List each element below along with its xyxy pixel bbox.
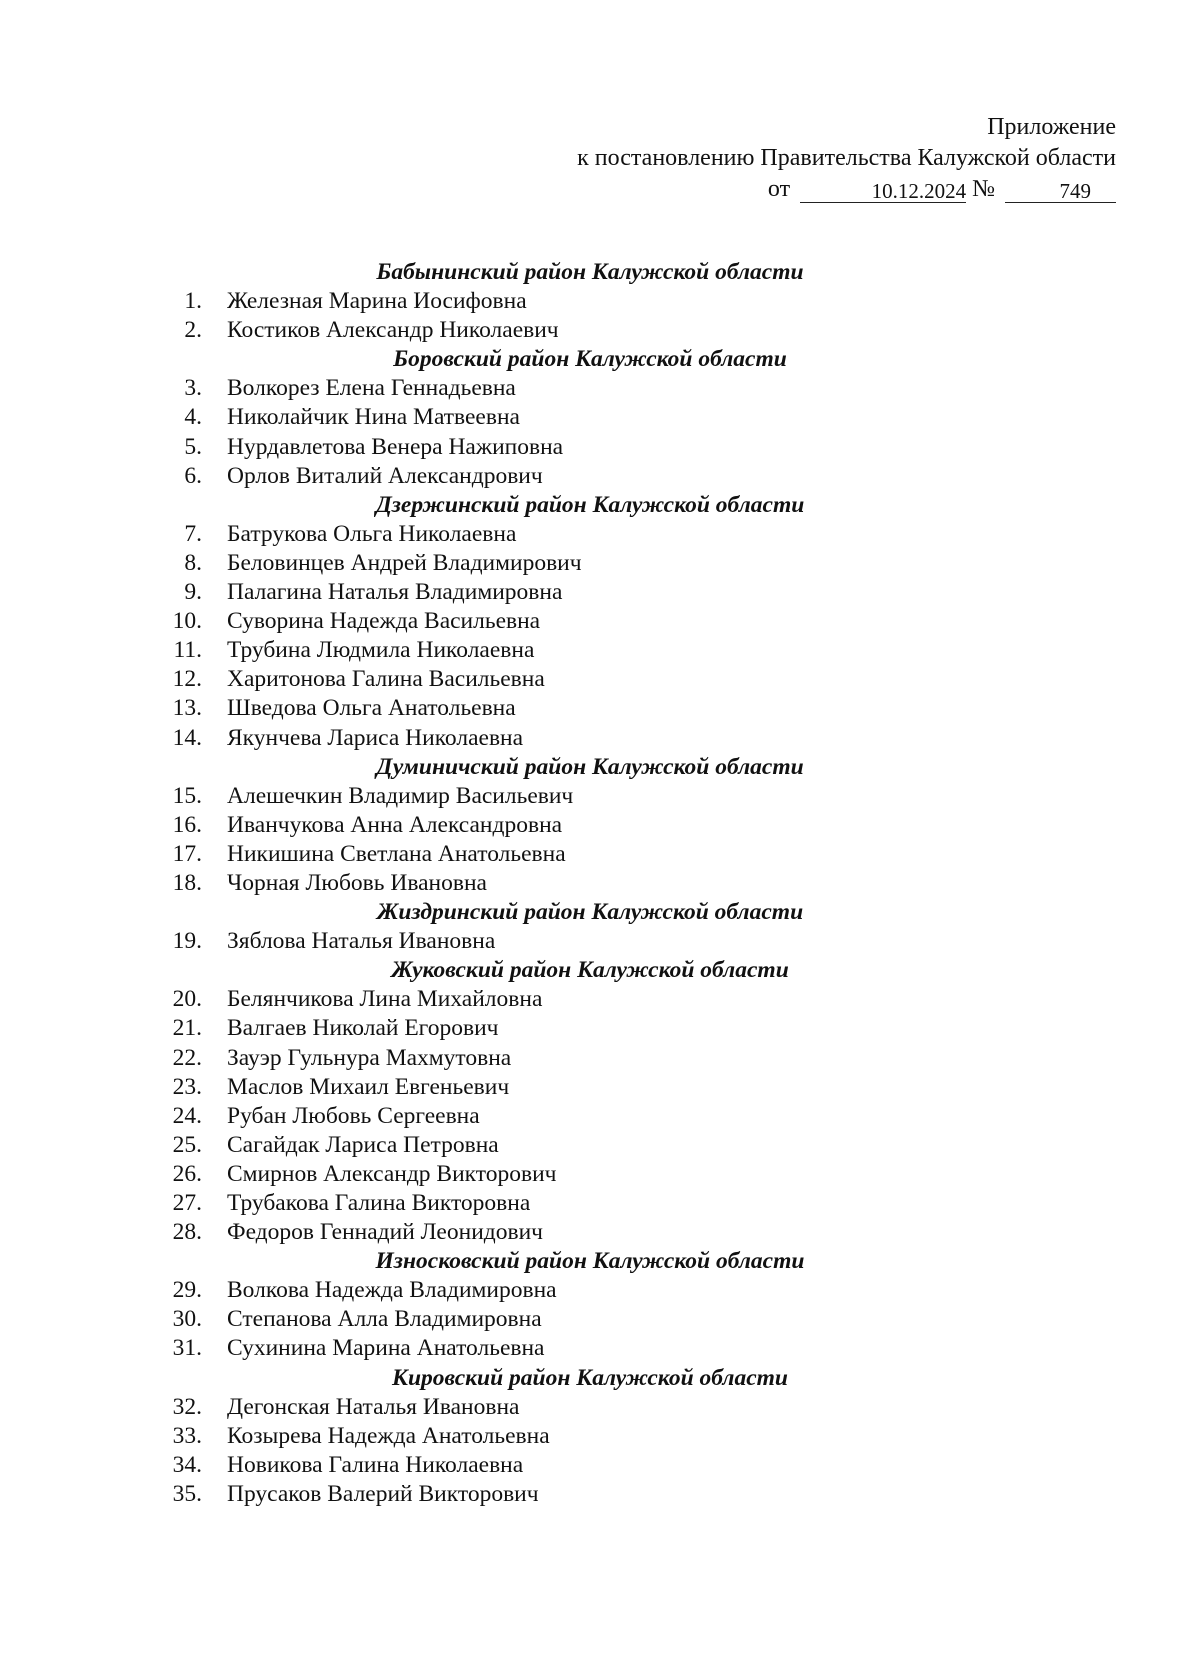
appendix-title: Приложение [987, 114, 1116, 140]
item-number: 21. [172, 1015, 202, 1042]
list-item [150, 578, 1050, 607]
item-number: 33. [172, 1422, 202, 1449]
person-name: Маслов Михаил Евгеньевич [227, 1073, 510, 1100]
person-name: Якунчева Лариса Николаевна [227, 724, 524, 751]
list-item [150, 1131, 1050, 1160]
list-item [150, 374, 1050, 403]
person-name: Рубан Любовь Сергеевна [227, 1102, 480, 1129]
list-item [150, 840, 1050, 869]
date-value: 10.12.2024 [871, 179, 967, 203]
item-number: 34. [172, 1451, 202, 1478]
list-item [150, 694, 1050, 723]
list-item [150, 782, 1050, 811]
number-field [1005, 180, 1116, 203]
item-number: 17. [172, 840, 202, 867]
item-number: 22. [172, 1044, 202, 1071]
person-name: Волкорез Елена Геннадьевна [227, 375, 516, 402]
person-name: Сагайдак Лариса Петровна [227, 1131, 499, 1158]
appendix-header [577, 112, 1116, 205]
list-item [150, 403, 1050, 432]
list-item [150, 1160, 1050, 1189]
district-heading: Жиздринский район Калужской области [376, 899, 804, 926]
person-name: Алешечкин Владимир Васильевич [227, 782, 574, 809]
list-item [150, 1218, 1050, 1247]
list-item [150, 665, 1050, 694]
list-item [150, 607, 1050, 636]
item-number: 10. [172, 608, 202, 635]
person-name: Шведова Ольга Анатольевна [227, 695, 516, 722]
list-item [150, 927, 1050, 956]
item-number: 35. [172, 1480, 202, 1507]
list-item [150, 1480, 1050, 1509]
person-name: Никишина Светлана Анатольевна [227, 840, 566, 867]
district-heading: Бабынинский район Калужской области [376, 259, 804, 285]
list-item [150, 1014, 1050, 1043]
item-number: 4. [184, 404, 202, 431]
person-name: Костиков Александр Николаевич [227, 317, 559, 344]
district-heading: Боровский район Калужской области [393, 346, 787, 373]
item-number: 26. [172, 1160, 202, 1187]
district-heading: Кировский район Калужской области [392, 1364, 788, 1391]
appendix-subtitle: к постановлению Правительства Калужской области [577, 145, 1116, 171]
person-name: Нурдавлетова Венера Нажиповна [227, 433, 564, 460]
district-heading: Дзержинский район Калужской области [375, 491, 805, 518]
person-name: Николайчик Нина Матвеевна [227, 404, 520, 431]
date-field [800, 180, 966, 203]
list-item [150, 287, 1050, 316]
item-number: 25. [172, 1131, 202, 1158]
list-item [150, 811, 1050, 840]
district-heading: Износковский район Калужской области [375, 1248, 805, 1275]
person-name: Трубина Людмила Николаевна [227, 637, 535, 664]
person-name: Батрукова Ольга Николаевна [227, 520, 517, 547]
list-item [150, 549, 1050, 578]
item-number: 32. [172, 1393, 202, 1420]
list-item [150, 433, 1050, 462]
list-item [150, 1422, 1050, 1451]
number-label: № [972, 176, 995, 202]
person-name: Зяблова Наталья Ивановна [227, 928, 496, 955]
list-item [150, 636, 1050, 665]
person-name: Трубакова Галина Викторовна [227, 1190, 531, 1216]
item-number: 9. [184, 579, 202, 606]
item-number: 13. [172, 695, 202, 722]
item-number: 7. [184, 520, 202, 547]
list-item [150, 520, 1050, 549]
person-name: Козырева Надежда Анатольевна [227, 1422, 550, 1449]
list-item [150, 1276, 1050, 1305]
date-label: от [767, 176, 791, 202]
item-number: 30. [172, 1306, 202, 1333]
item-number: 3. [184, 375, 202, 402]
person-name: Федоров Геннадий Леонидович [227, 1219, 543, 1246]
list-item [150, 1102, 1050, 1131]
item-number: 18. [172, 869, 202, 896]
item-number: 31. [172, 1335, 202, 1362]
list-item [150, 1305, 1050, 1334]
person-name: Иванчукова Анна Александровна [227, 811, 563, 838]
person-name: Орлов Виталий Александрович [227, 462, 543, 489]
person-name: Зауэр Гульнура Махмутовна [227, 1044, 512, 1071]
item-number: 16. [172, 811, 202, 838]
person-name: Белянчикова Лина Михайловна [227, 986, 543, 1013]
list-item [150, 1073, 1050, 1102]
person-name: Дегонская Наталья Ивановна [227, 1393, 520, 1420]
decree-meta [577, 174, 1116, 205]
number-value: 749 [1059, 179, 1091, 203]
district-heading: Жуковский район Калужской области [391, 957, 789, 984]
list-item [150, 1334, 1050, 1363]
item-number: 15. [172, 782, 202, 809]
item-number: 1. [184, 288, 202, 315]
item-number: 20. [172, 986, 202, 1013]
person-name: Смирнов Александр Викторович [227, 1160, 557, 1187]
item-number: 8. [184, 549, 202, 576]
person-name: Харитонова Галина Васильевна [227, 666, 545, 693]
list-item [150, 316, 1050, 345]
person-name: Суворина Надежда Васильевна [227, 608, 541, 635]
person-name: Прусаков Валерий Викторович [227, 1480, 539, 1507]
list-item [150, 985, 1050, 1014]
district-list [150, 258, 1050, 1509]
list-item [150, 869, 1050, 898]
person-name: Валгаев Николай Егорович [227, 1015, 499, 1042]
item-number: 6. [184, 462, 202, 489]
item-number: 12. [172, 666, 202, 693]
item-number: 24. [172, 1102, 202, 1129]
person-name: Новикова Галина Николаевна [227, 1451, 524, 1478]
person-name: Беловинцев Андрей Владимирович [227, 549, 582, 576]
list-item [150, 1044, 1050, 1073]
item-number: 2. [184, 317, 202, 344]
list-item [150, 1451, 1050, 1480]
item-number: 11. [173, 637, 202, 664]
person-name: Палагина Наталья Владимировна [227, 579, 563, 606]
item-number: 19. [172, 928, 202, 955]
person-name: Железная Марина Иосифовна [227, 288, 527, 315]
item-number: 14. [172, 724, 202, 751]
list-item [150, 462, 1050, 491]
person-name: Сухинина Марина Анатольевна [227, 1335, 545, 1362]
item-number: 23. [172, 1073, 202, 1100]
person-name: Чорная Любовь Ивановна [227, 869, 487, 896]
person-name: Волкова Надежда Владимировна [227, 1277, 557, 1304]
list-item [150, 1189, 1050, 1218]
district-heading: Думиничский район Калужской области [376, 753, 804, 780]
item-number: 27. [172, 1190, 202, 1216]
item-number: 29. [172, 1277, 202, 1304]
person-name: Степанова Алла Владимировна [227, 1306, 542, 1333]
list-item [150, 1393, 1050, 1422]
item-number: 5. [184, 433, 202, 460]
list-item [150, 724, 1050, 753]
item-number: 28. [172, 1219, 202, 1246]
